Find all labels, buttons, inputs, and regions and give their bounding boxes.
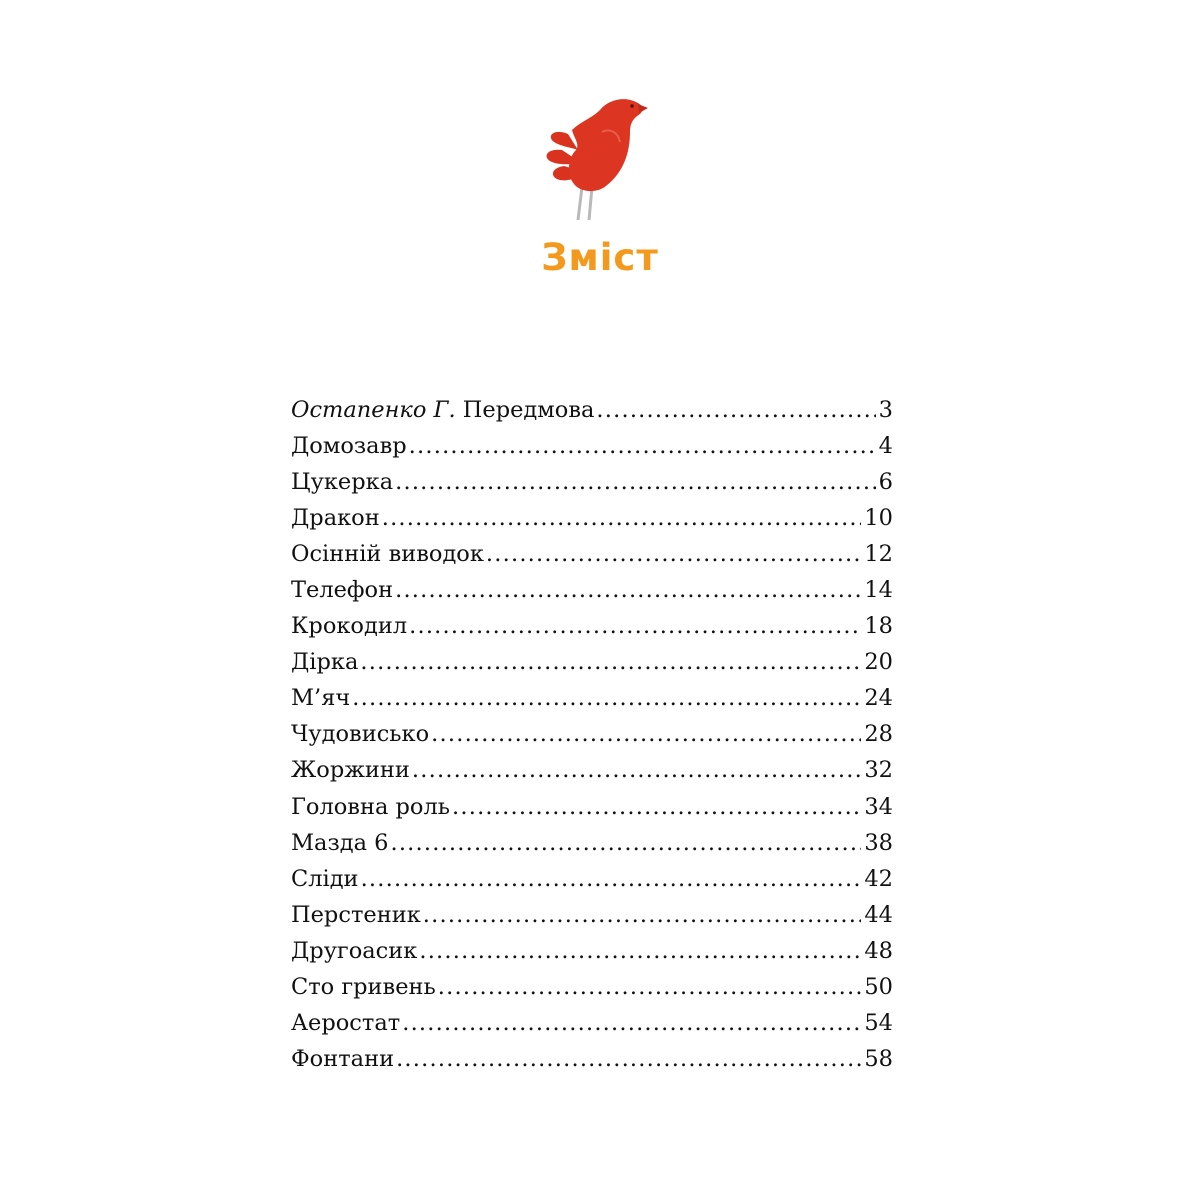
page-title: Зміст (541, 236, 659, 279)
entry-page-number: 42 (864, 865, 893, 892)
dot-leader (382, 500, 862, 536)
dot-leader (360, 644, 861, 680)
dot-leader (352, 680, 861, 716)
entry-title (291, 644, 358, 680)
toc-entry (291, 536, 893, 572)
dot-leader (431, 716, 861, 752)
entry-page-number: 4 (878, 433, 893, 460)
entry-title-text: Передмова (455, 397, 595, 423)
entry-author: Остапенко Г. (291, 397, 456, 423)
entry-title-text: Мазда 6 (291, 829, 389, 856)
entry-title-text: Сто гривень (291, 973, 436, 1000)
dot-leader (423, 897, 862, 933)
entry-title (291, 572, 393, 608)
toc-entry (291, 1005, 893, 1041)
entry-page-number: 18 (864, 613, 893, 640)
dot-leader (395, 572, 861, 608)
dot-leader (486, 536, 861, 572)
entry-page-number: 6 (878, 469, 893, 496)
dot-leader (396, 1041, 861, 1077)
entry-title (291, 716, 429, 752)
toc-entry (291, 644, 893, 680)
toc-entry (291, 572, 893, 608)
entry-page-number: 28 (864, 721, 893, 748)
entry-title-text: Перстеник (291, 901, 421, 928)
entry-page-number: 38 (864, 829, 893, 856)
entry-page-number: 44 (864, 901, 893, 928)
entry-title (291, 969, 436, 1005)
entry-page-number: 32 (864, 757, 893, 784)
entry-title (291, 680, 350, 716)
entry-title (291, 789, 450, 825)
entry-title (291, 428, 407, 464)
toc-entry (291, 969, 893, 1005)
entry-title-text: Другоасик (291, 937, 418, 964)
entry-page-number: 54 (864, 1009, 893, 1036)
toc-entry (291, 789, 893, 825)
toc-entry (291, 1041, 893, 1077)
entry-title (291, 897, 421, 933)
table-of-contents (291, 392, 893, 1077)
toc-entry (291, 897, 893, 933)
entry-title-text: Дракон (291, 505, 380, 532)
dot-leader (596, 392, 875, 428)
toc-entry (291, 680, 893, 716)
dot-leader (402, 1005, 861, 1041)
entry-title-text: Цукерка (291, 469, 394, 496)
toc-entry (291, 933, 893, 969)
toc-entry (291, 752, 893, 788)
dot-leader (361, 861, 862, 897)
entry-title-text: Осінній виводок (291, 541, 484, 568)
entry-page-number: 12 (864, 541, 893, 568)
entry-title (291, 1005, 400, 1041)
entry-title (291, 861, 359, 897)
red-bird-icon (540, 92, 660, 227)
dot-leader (452, 789, 861, 825)
entry-title-text: Фонтани (291, 1045, 395, 1072)
dot-leader (390, 825, 861, 861)
entry-page-number: 20 (864, 649, 893, 676)
entry-title (291, 608, 407, 644)
dot-leader (419, 933, 861, 969)
entry-title (291, 825, 388, 861)
toc-entry (291, 825, 893, 861)
toc-entry (291, 861, 893, 897)
entry-title (291, 392, 594, 428)
entry-title-text: Дірка (291, 649, 359, 676)
entry-title-text: Крокодил (291, 613, 408, 640)
entry-title-text: Аеростат (291, 1009, 401, 1036)
toc-entry (291, 500, 893, 536)
entry-title (291, 1041, 394, 1077)
toc-entry (291, 428, 893, 464)
entry-page-number: 24 (864, 685, 893, 712)
entry-title-text: Головна роль (291, 793, 451, 820)
entry-page-number: 14 (864, 577, 893, 604)
dot-leader (409, 608, 861, 644)
toc-entry (291, 608, 893, 644)
entry-title (291, 536, 484, 572)
entry-page-number: 34 (864, 793, 893, 820)
toc-entry (291, 392, 893, 428)
entry-page-number: 3 (878, 397, 893, 423)
dot-leader (395, 464, 876, 500)
dot-leader (412, 752, 861, 788)
entry-page-number: 10 (864, 505, 893, 532)
entry-title (291, 500, 380, 536)
dot-leader (438, 969, 862, 1005)
entry-title-text: М’яч (291, 685, 351, 712)
dot-leader (409, 428, 876, 464)
entry-title (291, 464, 393, 500)
entry-title-text: Телефон (291, 577, 394, 604)
entry-title-text: Сліди (291, 865, 359, 892)
entry-page-number: 48 (864, 937, 893, 964)
entry-title-text: Домозавр (291, 433, 407, 460)
entry-page-number: 58 (864, 1045, 893, 1072)
toc-entry (291, 716, 893, 752)
entry-page-number: 50 (864, 973, 893, 1000)
entry-title (291, 752, 410, 788)
entry-title (291, 933, 417, 969)
entry-title-text: Жоржини (291, 757, 410, 784)
toc-entry (291, 464, 893, 500)
entry-title-text: Чудовисько (291, 721, 430, 748)
